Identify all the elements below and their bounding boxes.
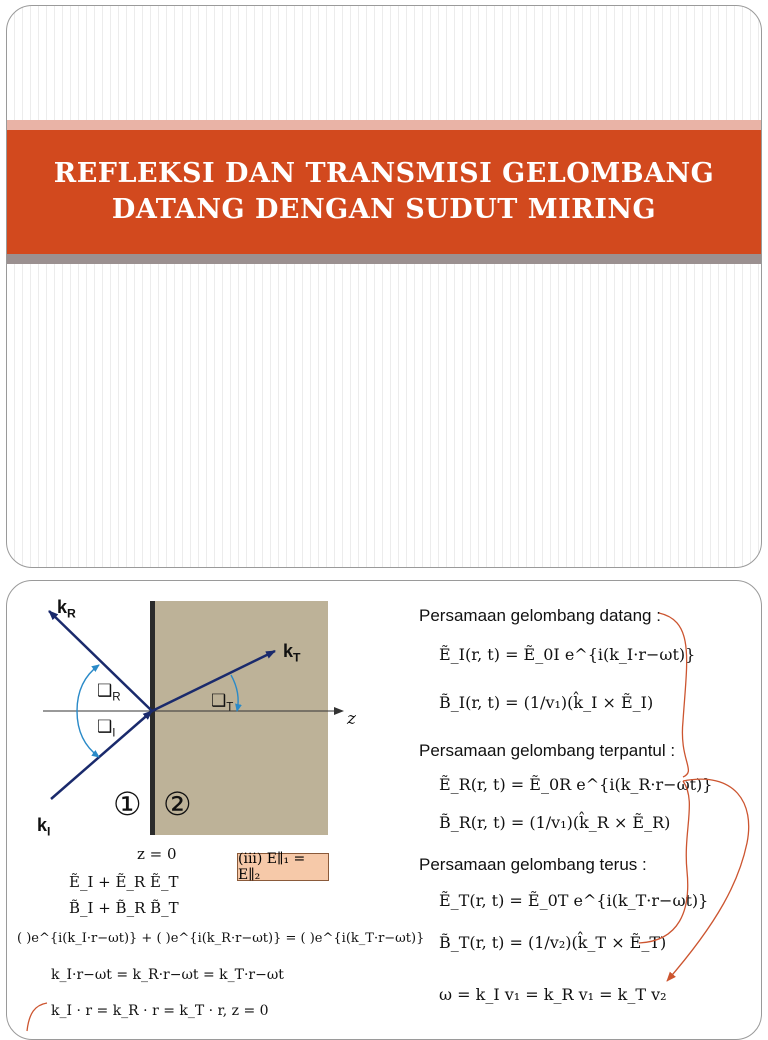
- z-axis-label: z: [347, 709, 356, 729]
- theta-transmission-label: $❑_T$: [211, 691, 234, 714]
- equation-b-fields: B̃_I + B̃_R B̃_T: [69, 899, 179, 917]
- accent-band-top: [7, 120, 761, 130]
- equation-k-dot-r: k_I · r = k_R · r = k_T · r, z = 0: [51, 1003, 269, 1019]
- region-2-label: ②: [163, 785, 192, 823]
- slide-title-line-2: DATANG DENGAN SUDUT MIRING: [111, 194, 657, 225]
- equation-phase-match: ( )e^{i(k_I·r−ωt)} + ( )e^{i(k_R·r−ωt)} = ( )e^{i(k_T·r−ωt)}: [17, 931, 425, 946]
- boundary-condition-badge: (iii) E∥₁ = E∥₂: [237, 853, 329, 881]
- k-reflected-label: $k_R$: [57, 597, 76, 621]
- slide-title-line-1: REFLEKSI DAN TRANSMISI GELOMBANG: [53, 158, 715, 189]
- theta-reflection-label: $❑_R$: [97, 681, 121, 704]
- title-bar: [7, 130, 761, 254]
- reflected-e-equation: Ẽ_R(r, t) = Ẽ_0R e^{i(k_R·r−ωt)}: [439, 775, 713, 794]
- omega-equation: ω = k_I v₁ = k_R v₁ = k_T v₂: [439, 985, 667, 1004]
- transmitted-wave-heading: Persamaan gelombang terus :: [419, 855, 647, 874]
- z-equals-zero: z = 0: [137, 845, 177, 863]
- interface-boundary: [150, 601, 155, 835]
- reflected-b-equation: B̃_R(r, t) = (1/v₁)(k̂_R × Ẽ_R): [439, 813, 671, 832]
- equation-e-fields: Ẽ_I + Ẽ_R Ẽ_T: [69, 873, 179, 891]
- region-1-label: ①: [113, 785, 142, 823]
- incident-b-equation: B̃_I(r, t) = (1/v₁)(k̂_I × Ẽ_I): [439, 693, 654, 712]
- angle-arc-reflection: [77, 665, 99, 711]
- reflected-wave-heading: Persamaan gelombang terpantul :: [419, 741, 676, 760]
- transmitted-e-equation: Ẽ_T(r, t) = Ẽ_0T e^{i(k_T·r−ωt)}: [439, 891, 709, 910]
- incident-wave-heading: Persamaan gelombang datang :: [419, 606, 661, 625]
- transmitted-b-equation: B̃_T(r, t) = (1/v₂)(k̂_T × Ẽ_T): [439, 933, 667, 952]
- content-slide: [6, 580, 762, 1040]
- k-incident-label: $k_I$: [37, 815, 51, 839]
- equation-phase-equality: k_I·r−ωt = k_R·r−ωt = k_T·r−ωt: [51, 967, 284, 983]
- theta-incidence-label: $❑_I$: [97, 717, 116, 740]
- angle-arc-incidence: [77, 711, 99, 757]
- accent-band-bottom: [7, 254, 761, 264]
- k-transmitted-label: $k_T$: [283, 641, 301, 665]
- incident-e-equation: Ẽ_I(r, t) = Ẽ_0I e^{i(k_I·r−ωt)}: [439, 645, 696, 664]
- title-slide: [6, 5, 762, 568]
